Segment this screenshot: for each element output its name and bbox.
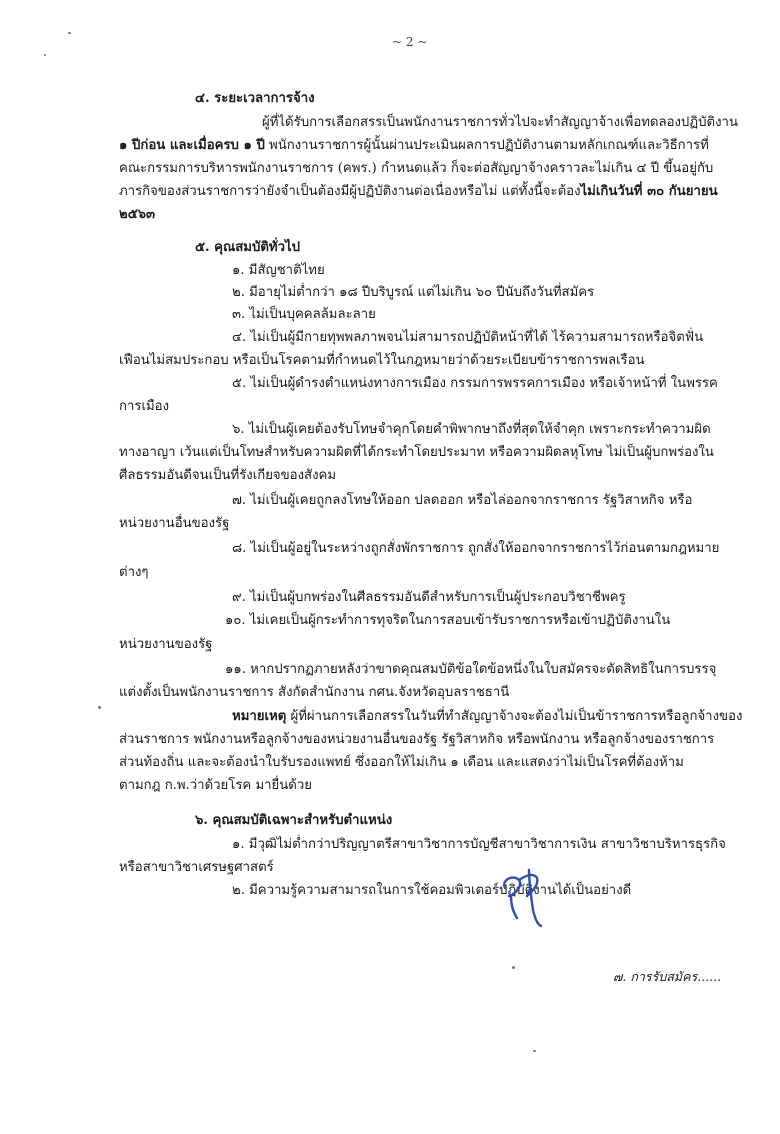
section-4-line-2	[119, 137, 709, 155]
specific-item-1-cont: หรือสาขาวิชาเศรษฐศาสตร์	[119, 860, 274, 875]
next-page-continuation: ๗. การรับสมัคร......	[613, 969, 722, 984]
note-line-1	[232, 708, 742, 726]
page-number: ~ 2 ~	[392, 35, 428, 49]
qualification-item-10-cont: หน่วยงานของรัฐ	[119, 637, 213, 652]
note-line-3: ส่วนท้องถิ่น และจะต้องนำใบรับรองแพทย์ ซึ่งออกให้ไม่เกิน ๑ เดือน และแสดงว่าไม่เป็นโรคที่ต้องห้าม	[119, 755, 684, 770]
qualification-item-10: ๑๐. ไม่เคยเป็นผู้กระทำการทุจริตในการสอบเข้ารับราชการหรือเข้าปฏิบัติงานใน	[225, 613, 671, 628]
qualification-item-2: ๒. มีอายุไม่ต่ำกว่า ๑๘ ปีบริบูรณ์ แต่ไม่เกิน ๖๐ ปีนับถึงวันที่สมัคร	[232, 285, 595, 300]
qualification-item-11-cont: แต่งตั้งเป็นพนักงานราชการ สังกัดสำนักงาน กศน.จังหวัดอุบลราชธานี	[119, 685, 510, 700]
scan-speck	[98, 706, 101, 709]
scan-speck	[68, 32, 71, 34]
section-5-heading: ๕. คุณสมบัติทั่วไป	[195, 240, 300, 255]
qualification-item-4: ๔. ไม่เป็นผู้มีกายทุพพลภาพจนไม่สามารถปฏิบัติหน้าที่ได้ ไร้ความสามารถหรือจิตฟั่น	[232, 330, 704, 345]
section-4-line-3: คณะกรรมการบริหารพนักงานราชการ (คพร.) กำหนดแล้ว ก็จะต่อสัญญาจ้างคราวละไม่เกิน ๔ ปี ขึ้นอยู่กับ	[119, 161, 714, 176]
qualification-item-9: ๙. ไม่เป็นผู้บกพร่องในศีลธรรมอันดีสำหรับการเป็นผู้ประกอบวิชาชีพครู	[232, 590, 626, 605]
qualification-item-6: ๖. ไม่เป็นผู้เคยต้องรับโทษจำคุกโดยคำพิพากษาถึงที่สุดให้จำคุก เพราะกระทำความผิด	[232, 422, 711, 437]
section-4-line-4-text: ภารกิจของส่วนราชการว่ายังจำเป็นต้องมีผู้ปฏิบัติงานต่อเนื่องหรือไม่ แต่ทั้งนี้จะต้อง	[119, 184, 581, 199]
qualification-item-11: ๑๑. หากปรากฏภายหลังว่าขาดคุณสมบัติข้อใดข้อหนึ่งในใบสมัครจะตัดสิทธิในการบรรจุ	[225, 662, 717, 677]
qualification-item-3: ๓. ไม่เป็นบุคคลล้มละลาย	[232, 307, 376, 322]
note-line-4: ตามกฎ ก.พ.ว่าด้วยโรค มายื่นด้วย	[119, 778, 312, 793]
deadline-bold: ไม่เกินวันที่ ๓๐ กันยายน	[580, 184, 718, 199]
section-4-line-4	[119, 183, 718, 201]
note-line-2: ส่วนราชการ พนักงานหรือลูกจ้างของหน่วยงานอื่นของรัฐ รัฐวิสาหกิจ หรือพนักงาน หรือลูกจ้างของราชการ	[119, 732, 715, 747]
section-4-heading: ๔. ระยะเวลาการจ้าง	[195, 91, 315, 106]
note-label: หมายเหตุ	[232, 709, 287, 724]
qualification-item-7-cont: หน่วยงานอื่นของรัฐ	[119, 516, 230, 531]
scan-speck	[533, 1050, 536, 1052]
scan-speck	[512, 966, 515, 969]
scan-speck	[44, 54, 46, 56]
specific-item-1: ๑. มีวุฒิไม่ต่ำกว่าปริญญาตรีสาขาวิชาการบัญชีสาขาวิชาการเงิน สาขาวิชาบริหารธุรกิจ	[232, 837, 726, 852]
section-4-line-5: ๒๕๖๓	[119, 207, 156, 222]
specific-item-2: ๒. มีความรู้ความสามารถในการใช้คอมพิวเตอร์ปฏิบัติงานได้เป็นอย่างดี	[232, 883, 632, 898]
qualification-item-6-cont-1: ทางอาญา เว้นแต่เป็นโทษสำหรับความผิดที่ได้กระทำโดยประมาท หรือความผิดลหุโทษ ไม่เป็นผู้บกพร่องใน	[119, 445, 714, 460]
section-4-line-1: ผู้ที่ได้รับการเลือกสรรเป็นพนักงานราชการทั่วไปจะทำสัญญาจ้างเพื่อทดลองปฏิบัติงาน	[262, 115, 738, 130]
qualification-item-6-cont-2: ศีลธรรมอันดีจนเป็นที่รังเกียจของสังคม	[119, 468, 337, 483]
section-4-line-2-rest: พนักงานราชการผู้นั้นผ่านประเมินผลการปฏิบัติงานตามหลักเกณฑ์และวิธีการที่	[264, 138, 709, 153]
qualification-item-5: ๕. ไม่เป็นผู้ดำรงตำแหน่งทางการเมือง กรรมการพรรคการเมือง หรือเจ้าหน้าที่ ในพรรค	[232, 376, 718, 391]
section-6-heading: ๖. คุณสมบัติเฉพาะสำหรับตำแหน่ง	[195, 813, 393, 828]
contract-term-bold: ๑ ปีก่อน และเมื่อครบ ๑ ปี	[119, 138, 265, 153]
handwritten-initials	[497, 866, 553, 928]
qualification-item-4-cont: เฟือนไม่สมประกอบ หรือเป็นโรคตามที่กำหนดไว้ในกฎหมายว่าด้วยระเบียบข้าราชการพลเรือน	[119, 353, 645, 368]
qualification-item-7: ๗. ไม่เป็นผู้เคยถูกลงโทษให้ออก ปลดออก หรือไล่ออกจากราชการ รัฐวิสาหกิจ หรือ	[232, 493, 693, 508]
qualification-item-8: ๘. ไม่เป็นผู้อยู่ในระหว่างถูกสั่งพักราชการ ถูกสั่งให้ออกจากราชการไว้ก่อนตามกฎหมาย	[232, 541, 720, 556]
qualification-item-1: ๑. มีสัญชาติไทย	[232, 263, 325, 278]
qualification-item-5-cont: การเมือง	[119, 399, 170, 414]
qualification-item-8-cont: ต่างๆ	[119, 565, 149, 580]
note-text-1: ผู้ที่ผ่านการเลือกสรรในวันที่ทำสัญญาจ้างจะต้องไม่เป็นข้าราชการหรือลูกจ้างของ	[286, 709, 743, 724]
